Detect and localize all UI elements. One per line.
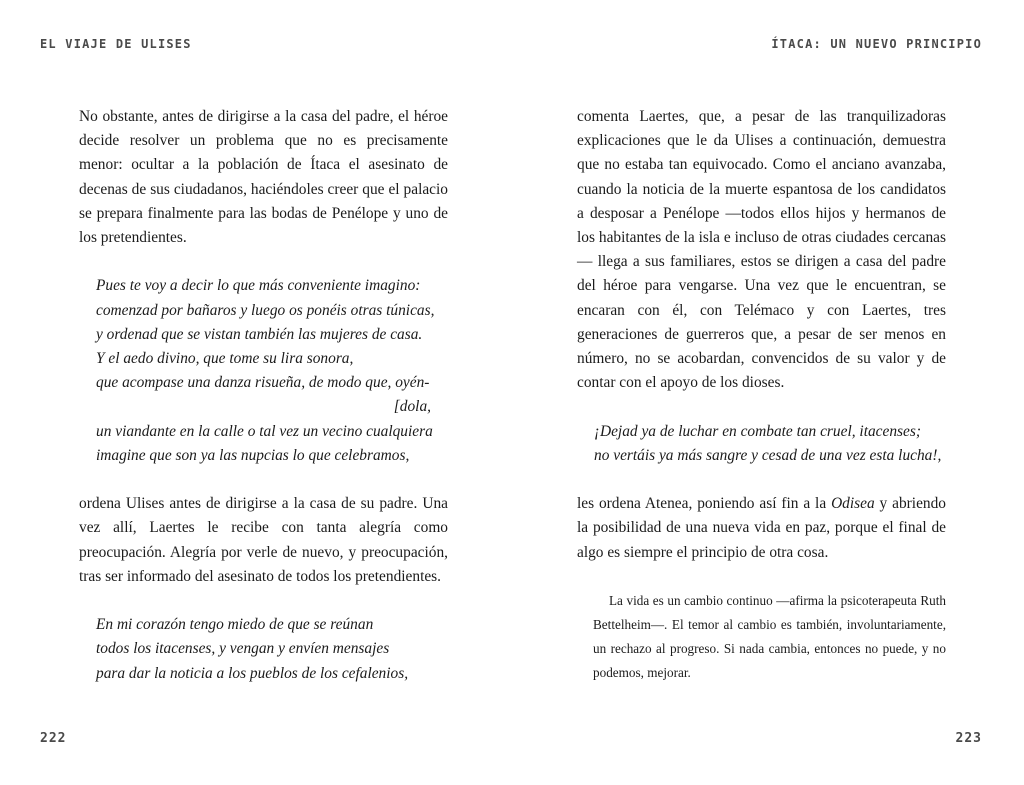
right-page-body: [577, 105, 946, 685]
verse-line: imagine que son ya las nupcias lo que celebramos,: [96, 446, 410, 464]
verse-quote: [594, 420, 946, 468]
prose-quote-text: La vida es un cambio continuo —afirma la psicoterapeuta Ruth Bettelheim—. El temor al cambio es también, involuntariamente, un rechazo al progreso. Si nada cambia, entonces no puede, y no podemos, mejorar.: [593, 592, 946, 680]
verse-line: y ordenad que se vistan también las mujeres de casa.: [96, 325, 423, 343]
verse-line: no vertáis ya más sangre y cesad de una vez esta lucha!,: [594, 446, 942, 464]
verse-line: En mi corazón tengo miedo de que se reúnan: [96, 616, 374, 634]
verse-line: un viandante en la calle o tal vez un vecino cualquiera: [96, 422, 433, 440]
page-number-right: 223: [955, 731, 982, 746]
running-header-left: EL VIAJE DE ULISES: [40, 37, 192, 51]
book-title-italic: Odisea: [831, 495, 875, 513]
verse-quote: [96, 274, 448, 468]
verse-line: Pues te voy a decir lo que más conveniente imagino:: [96, 277, 421, 295]
paragraph: comenta Laertes, que, a pesar de las tranquilizadoras explicaciones que le da Ulises a continuación, demuestra que no estaba tan equivocado. Como el anciano avanzaba, cuando la noticia de la muerte espantosa de los candidatos a desposar a Penélope —todos ellos hijos y hermanos de los habitantes de la isla e incluso de otras ciudades cercanas— llega a sus familiares, estos se dirigen a casa del padre del héroe para vengarse. Una vez que le encuentran, se encaran con él, con Telémaco y con Laertes, tres generaciones de guerreros que, a pesar de ser menos en número, no se acobardan, convencidos de su valor y de contar con el apoyo de los dioses.: [577, 108, 946, 392]
verse-line: Y el aedo divino, que tome su lira sonora,: [96, 350, 354, 368]
paragraph-text: les ordena Atenea, poniendo así fin a la: [577, 495, 832, 513]
prose-quote: [577, 589, 946, 685]
verse-line: ¡Dejad ya de luchar en combate tan cruel, itacenses;: [594, 422, 921, 440]
paragraph-text: y abriendo la posibilidad de una nueva vida en paz, porque el final de algo es siempre el principio de otra cosa.: [577, 495, 946, 561]
paragraph: [577, 492, 946, 565]
running-header-right: ÍTACA: UN NUEVO PRINCIPIO: [771, 37, 982, 51]
verse-line: que acompase una danza risueña, de modo que, oyén-: [96, 374, 430, 392]
left-page-body: [79, 105, 448, 710]
paragraph: ordena Ulises antes de dirigirse a la casa de su padre. Una vez allí, Laertes le recibe con tanta alegría como preocupación. Alegría por verle de nuevo, y preocupación, tras ser informado del asesinato de todos los pretendientes.: [79, 495, 448, 585]
paragraph: No obstante, antes de dirigirse a la casa del padre, el héroe decide resolver un problema que no es precisamente menor: ocultar a la población de Ítaca el asesinato de decenas de sus ciudadanos, haciéndoles creer que el palacio se prepara finalmente para las bodas de Penélope y uno de los pretendientes.: [79, 108, 448, 247]
verse-line: para dar la noticia a los pueblos de los cefalenios,: [96, 664, 409, 682]
page-number-left: 222: [40, 731, 67, 746]
verse-quote: [96, 613, 448, 686]
verse-line: todos los itacenses, y vengan y envíen mensajes: [96, 640, 390, 658]
verse-line-continuation: [dola,: [393, 398, 431, 416]
verse-line: comenzad por bañaros y luego os ponéis otras túnicas,: [96, 301, 435, 319]
